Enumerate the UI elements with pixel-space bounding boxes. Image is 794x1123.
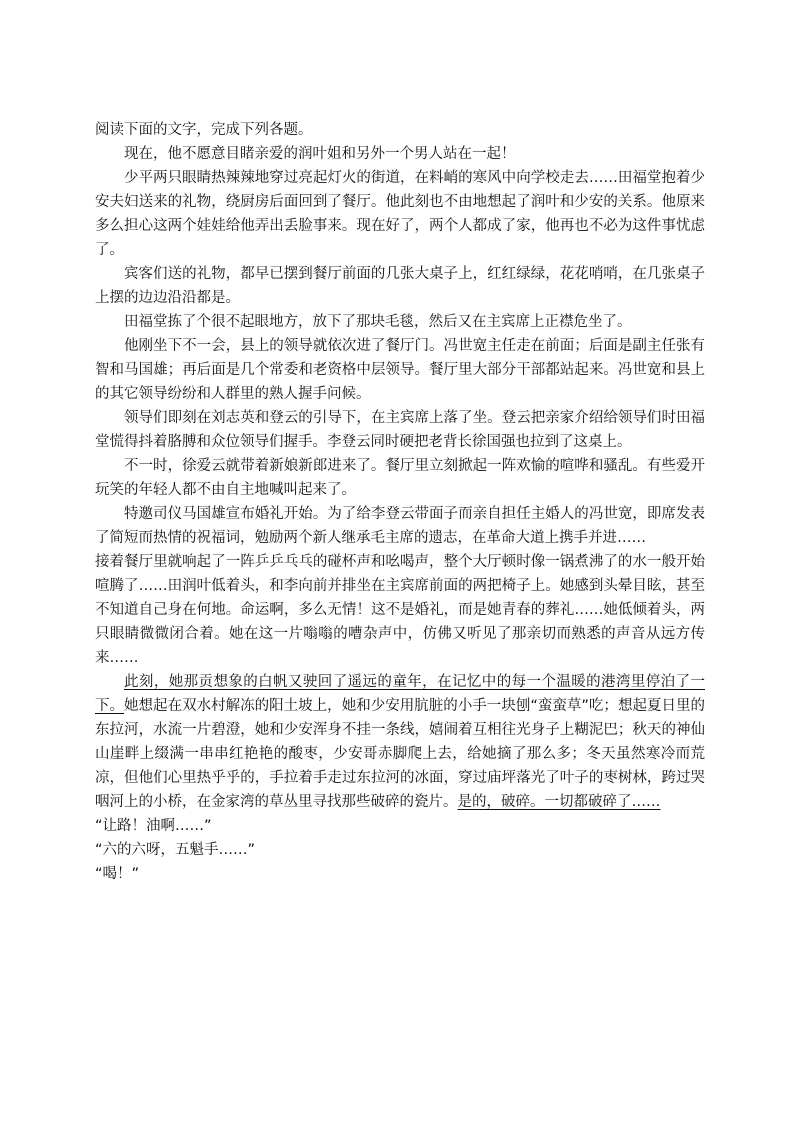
paragraph-3: 宾客们送的礼物，都早已摆到餐厅前面的几张大桌子上，红红绿绿，花花哨哨，在几张桌子上摆的边边沿沿都是。 [95,266,705,306]
paragraph-4: 田福堂拣了个很不起眼地方，放下了那块毛毯，然后又在主宾席上正襟危坐了。 [124,314,632,330]
document-page [95,118,705,886]
memory-text: 她想起在双水村解冻的阳土坡上，她和少安用肮脏的小手一块刨“蛮蛮草”吃；想起夏日里的东拉河，水流一片碧澄，她和少安浑身不挂一条线，嬉闹着互相往光身子上糊泥巴；秋天的神仙山崖畔上缀满一串串红艳艳的酸枣，少安哥赤脚爬上去，给她摘了那么多；冬天虽然寒冷而荒凉，但他们心里热乎乎的，手拉着手走过东拉河的冰面，穿过庙坪落光了叶子的枣树林，跨过哭咽河上的小桥，在金家湾的草丛里寻找那些破碎的瓷片。 [95,698,705,810]
paragraph-7: 不一时，徐爱云就带着新娘新郎进来了。餐厅里立刻掀起一阵欢愉的喧哗和骚乱。有些爱开玩笑的年轻人都不由自主地喊叫起来了。 [95,458,705,498]
underlined-ending: 是的，破碎。一切都破碎了…… [457,794,661,810]
shout-3: “喝！” [95,866,140,882]
paragraph-2: 少平两只眼睛热辣辣地穿过亮起灯火的街道，在料峭的寒风中向学校走去……田福堂抱着少安夫妇送来的礼物，绕厨房后面回到了餐厅。他此刻也不由地想起了润叶和少安的关系。他原来多么担心这两个娃娃给他弄出丢脸事来。现在好了，两个人都成了家，他再也不必为这件事忧虑了。 [95,170,705,258]
paragraph-8: 特邀司仪马国雄宣布婚礼开始。为了给李登云带面子而亲自担任主婚人的冯世宽，即席发表了简短而热情的祝福词，勉励两个新人继承毛主席的遗志，在革命大道上携手并进…… [95,506,705,546]
instruction: 阅读下面的文字，完成下列各题。 [95,122,313,138]
shout-1: “让路！油啊……” [95,818,212,834]
paragraph-6: 领导们即刻在刘志英和登云的引导下，在主宾席上落了坐。登云把亲家介绍给领导们时田福堂慌得抖着胳膊和众位领导们握手。李登云同时硬把老背长徐国强也拉到了这桌上。 [95,410,705,450]
paragraph-5: 他刚坐下不一会，县上的领导就依次进了餐厅门。冯世宽主任走在前面；后面是副主任张有智和马国雄；再后面是几个常委和老资格中层领导。餐厅里大部分干部都站起来。冯世宽和县上的其它领导纷纷和人群里的熟人握手问候。 [95,338,705,402]
underlined-sentence: 此刻，她那贡想象的白帆又驶回了遥远的童年，在记忆中的每一个温暖的港湾里停泊了一下。 [95,674,705,714]
paragraph-9: 接着餐厅里就响起了一阵乒乒乓乓的碰杯声和吆喝声，整个大厅顿时像一锅煮沸了的水一般开始喧腾了……田润叶低着头，和李向前并排坐在主宾席前面的两把椅子上。她感到头晕目眩，甚至不知道自己身在何地。命运啊，多么无情！这不是婚礼，而是她青春的葬礼……她低倾着头，两只眼睛微微闭合着。她在这一片嗡嗡的嘈杂声中，仿佛又听见了那亲切而熟悉的声音从远方传来…… [95,554,705,666]
paragraph-1: 现在，他不愿意目睹亲爱的润叶姐和另外一个男人站在一起！ [124,146,516,162]
paragraph-memory [95,670,705,814]
shout-2: “六的六呀，五魁手……” [95,842,256,858]
